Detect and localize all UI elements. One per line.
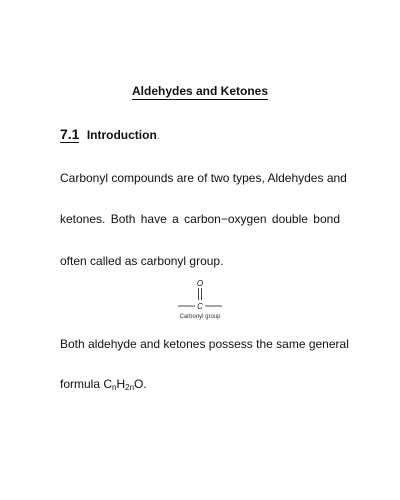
figure-caption: Carbonyl group (179, 314, 221, 320)
page-title (0, 84, 400, 98)
oxygen-atom-label: O (196, 279, 204, 288)
paragraph-formula-line (60, 377, 340, 392)
section-trailing-mark: . (156, 128, 161, 142)
section-number: 7.1 (60, 126, 80, 142)
formula-subscript-n: n (112, 383, 117, 392)
paragraph-line-2: ketones. Both have a carbon−oxygen double bond (60, 212, 340, 226)
section-title: Introduction (86, 128, 157, 142)
formula-prefix: formula C (60, 377, 113, 391)
section-heading (60, 126, 160, 142)
formula-suffix: O. (134, 377, 147, 391)
paragraph-line-4: Both aldehyde and ketones possess the same general (60, 337, 349, 351)
paragraph-line-3: often called as carbonyl group. (60, 254, 224, 268)
carbon-atom-label: C (197, 302, 203, 311)
page-title-text: Aldehydes and Ketones (131, 84, 269, 98)
formula-subscript-2n: 2n (125, 383, 135, 392)
paragraph-line-1: Carbonyl compounds are of two types, Aldehydes and (60, 171, 347, 185)
formula-hydrogen: H (116, 377, 126, 391)
